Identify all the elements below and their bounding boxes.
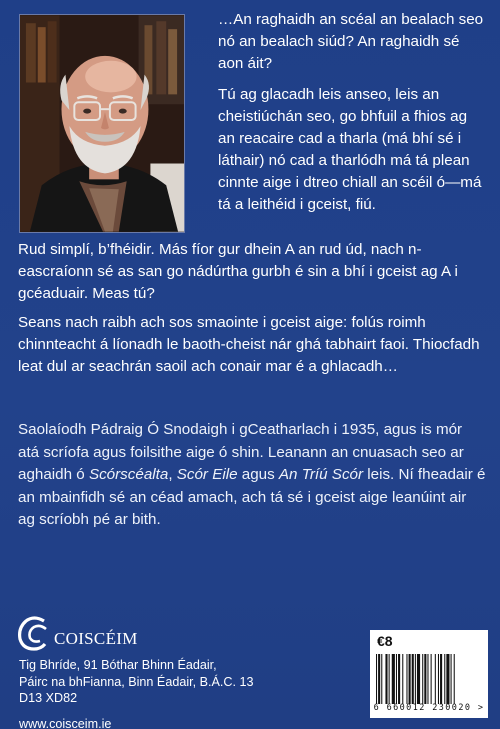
book-title-scor-eile: Scór Eile [176, 466, 238, 483]
book-title-an-triu-scor: An Tríú Scór [278, 466, 364, 483]
publisher-address [16, 657, 326, 707]
barcode-bar [396, 654, 397, 704]
address-line-3: D13 XD82 [19, 691, 78, 706]
barcode-label [370, 630, 488, 718]
publisher-block [16, 614, 326, 729]
barcode-bar [398, 654, 400, 704]
address-line-2: Páirc na bhFianna, Binn Éadair, B.Á.C. 13 [19, 674, 254, 689]
author-bio-conjunction: agus [237, 466, 279, 483]
book-title-scorscealta: Scórscéalta [88, 466, 169, 483]
barcode-bar [431, 654, 432, 704]
barcode-bar [409, 654, 411, 704]
barcode-bar [385, 654, 387, 704]
blurb-paragraph-4: Seans nach raibh ach sos smaointe i gceist aige: folús roimh chinnteacht á líonadh le baoth-cheist nár ghá tabhairt faoi. Thiocfadh leat dul ar seachrán saoil ach conair mar é a ghlacadh… [18, 314, 480, 375]
publisher-logo [16, 614, 326, 654]
publisher-website[interactable]: www.coisceim.ie [19, 716, 112, 729]
author-bio-text: Saolaíodh Pádraig Ó Snodaigh i gCeatharlach i 1935, agus is mór atá scríofa agus foilsithe aige ó shin. Leanann an cnuasach seo ar aghaidh ó [18, 421, 464, 483]
barcode-bar [378, 654, 380, 704]
barcode-bar [435, 654, 436, 704]
barcode-bar [444, 654, 445, 704]
author-photo [19, 14, 185, 233]
blurb-paragraph-1: …An raghaidh an scéal an bealach seo nó an bealach siúd? An raghaidh sé aon áit? [218, 11, 484, 72]
barcode-bar [415, 654, 416, 704]
address-line-1: Tig Bhríde, 91 Bóthar Bhinn Éadair, [19, 658, 217, 672]
barcode-bar [417, 654, 420, 704]
barcode-bar [376, 654, 377, 704]
barcode-bar [422, 654, 423, 704]
barcode-digits: 6 660012 230020 > [373, 703, 485, 713]
barcode-bar [451, 654, 452, 704]
barcode-bar [412, 654, 414, 704]
author-bio-text-end: leis. Ní fheadair é an mbainfidh sé an céad amach, ach tá sé i gceist aige leanúint air ag scríobh pé ar bith. [18, 466, 486, 528]
barcode-bar [392, 654, 395, 704]
barcode-bars [376, 654, 480, 704]
barcode-bar [446, 654, 449, 704]
barcode-bar [454, 654, 455, 704]
barcode-bar [381, 654, 382, 704]
barcode-bar [424, 654, 426, 704]
barcode-bar [427, 654, 428, 704]
publisher-logo-icon [16, 615, 52, 653]
barcode-bar [440, 654, 442, 704]
blurb-paragraph-2: Tú ag glacadh leis anseo, leis an cheistiúchán seo, go bhfuil a fhios ag an reacaire cad a tharla (má bhí sé i láthair) nó cad a tharlódh má tá plean cinnte aige i dtreo chiall an scéil ó—má tá a leithéid i gceist, fiú. [218, 86, 482, 213]
author-bio-separator: , [168, 466, 177, 483]
barcode-bar [438, 654, 439, 704]
barcode-bar [406, 654, 407, 704]
barcode-bar [389, 654, 390, 704]
publisher-name: COISCÉIM [54, 629, 138, 648]
blurb-paragraph-3: Rud simplí, b’fhéidir. Más fíor gur dhein A an rud úd, nach n-eascraíonn sé as san go nádúrtha gurbh é sin a bhí i gceist ag A i gcéaduair. Meas tú? [18, 241, 458, 302]
price-label: €8 [377, 633, 393, 649]
author-bio [18, 419, 486, 532]
barcode-bar [402, 654, 403, 704]
